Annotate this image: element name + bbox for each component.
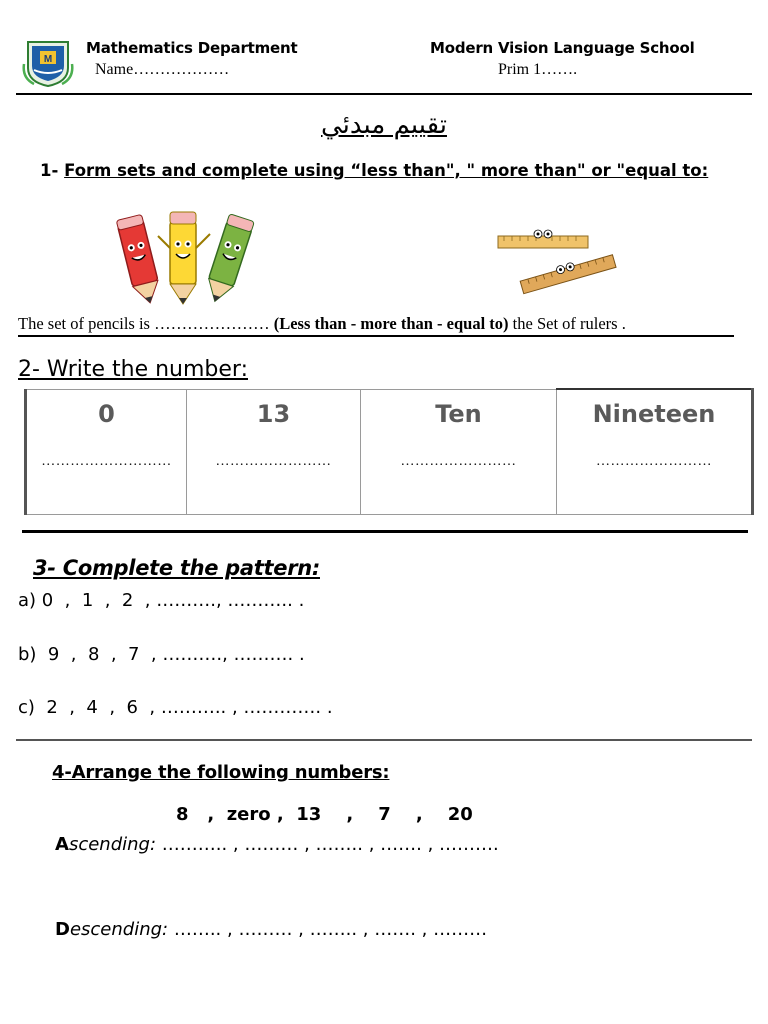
question-1-sentence-end: the Set of rulers . xyxy=(512,314,626,333)
ascending-blanks[interactable]: ……….. , ……… , …….. , ……. , ………. xyxy=(156,834,499,855)
question-2-divider xyxy=(22,530,748,533)
ascending-label: scending: xyxy=(68,834,157,855)
answer-blank[interactable]: …………………… xyxy=(400,453,517,469)
school-logo-icon xyxy=(22,38,74,88)
pattern-c: c) 2 , 4 , 6 , ……….. , …………. . xyxy=(18,697,333,718)
answer-blank[interactable]: …………………… xyxy=(215,453,332,469)
page-title: تقييم مبدئي xyxy=(321,110,447,140)
question-1-number: 1- xyxy=(40,161,59,180)
cell-prompt: 13 xyxy=(256,399,291,428)
student-name-field: Name……………… xyxy=(95,61,230,78)
question-1-choices: (Less than - more than - equal to) xyxy=(273,314,509,333)
question-1-sentence xyxy=(18,314,626,334)
table-cell xyxy=(26,389,187,515)
ascending-line xyxy=(55,834,499,855)
table-cell xyxy=(187,389,361,515)
pattern-b: b) 9 , 8 , 7 , ………., ………. . xyxy=(18,644,305,665)
question-4-title: 4-Arrange the following numbers: xyxy=(52,762,390,783)
question-1-title xyxy=(40,160,750,182)
question-1-divider xyxy=(18,335,734,337)
answer-blank[interactable]: …………………… xyxy=(596,454,712,469)
school-name: Modern Vision Language School xyxy=(430,39,695,57)
question-1-sentence-start: The set of pencils is ………………… xyxy=(18,314,270,333)
rulers-illustration-icon xyxy=(492,226,622,296)
ascending-initial: A xyxy=(55,834,69,855)
numbers-to-arrange: 8 , zero , 13 , 7 , 20 xyxy=(176,804,473,825)
question-3-title: 3- Complete the pattern: xyxy=(33,556,320,580)
table-cell xyxy=(557,389,753,515)
cell-prompt: 0 xyxy=(98,399,115,428)
descending-blanks[interactable]: …….. , ……… , …….. , ……. , ……… xyxy=(168,919,488,940)
header-divider xyxy=(16,93,752,95)
descending-line xyxy=(55,919,487,940)
answer-blank[interactable]: ……………………… xyxy=(41,453,172,469)
svg-text:M: M xyxy=(43,54,53,65)
write-number-table xyxy=(24,388,754,515)
descending-label: escending: xyxy=(69,919,169,940)
question-2-title: 2- Write the number: xyxy=(18,357,248,382)
descending-initial: D xyxy=(55,919,70,940)
pattern-a: a) 0 , 1 , 2 , ………., ……….. . xyxy=(18,590,305,611)
question-1-instruction: Form sets and complete using “less than", " more than" or "equal to: xyxy=(64,161,709,180)
class-field: Prim 1……. xyxy=(498,61,578,78)
pencils-illustration-icon xyxy=(100,208,270,306)
cell-prompt: Ten xyxy=(435,399,482,428)
cell-prompt: Nineteen xyxy=(592,400,716,428)
table-cell xyxy=(361,389,557,515)
department-name: Mathematics Department xyxy=(86,39,298,57)
question-3-divider xyxy=(16,739,752,741)
